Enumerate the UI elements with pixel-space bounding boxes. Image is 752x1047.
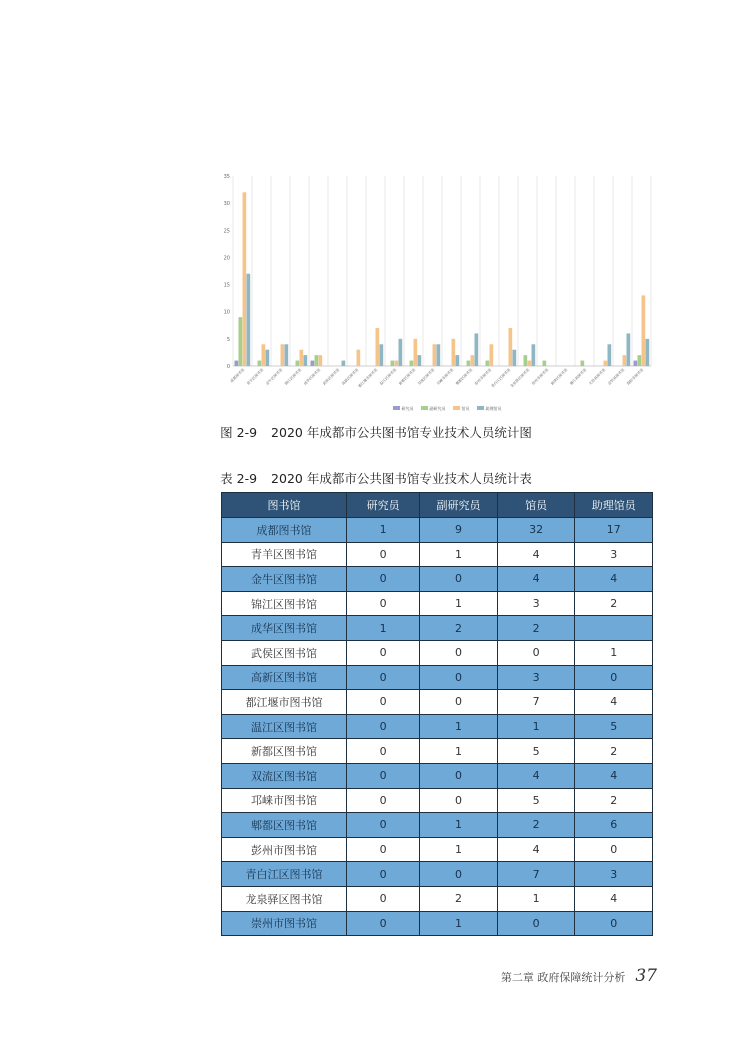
count-cell: 1: [497, 886, 575, 911]
y-tick-label: 20: [223, 255, 230, 262]
count-cell: 17: [575, 518, 653, 543]
x-tick-label: 都江堰市图书馆: [357, 367, 379, 389]
count-cell: 6: [575, 813, 653, 838]
count-cell: 1: [497, 714, 575, 739]
table-row: [222, 886, 653, 911]
bar: [399, 339, 403, 366]
library-name-cell: 新都区图书馆: [222, 739, 347, 764]
count-cell: 0: [346, 886, 419, 911]
bar: [604, 361, 608, 366]
y-tick-label: 35: [223, 174, 230, 180]
bar: [258, 361, 262, 366]
count-cell: [575, 616, 653, 641]
bar: [509, 328, 513, 366]
count-cell: 2: [575, 739, 653, 764]
library-name-cell: 武侯区图书馆: [222, 640, 347, 665]
count-cell: 4: [575, 567, 653, 592]
y-tick-label: 5: [226, 336, 230, 343]
count-cell: 3: [575, 862, 653, 887]
bar: [235, 361, 239, 366]
figure-caption: [0, 423, 752, 441]
x-tick-label: 成都图书馆: [229, 367, 246, 384]
library-name-cell: 崇州市图书馆: [222, 911, 347, 936]
x-tick-label: 金牛区图书馆: [265, 367, 284, 386]
count-cell: 0: [497, 640, 575, 665]
library-name-cell: 高新区图书馆: [222, 665, 347, 690]
column-header: 馆员: [497, 493, 575, 518]
bar: [319, 355, 323, 366]
table-row: [222, 591, 653, 616]
count-cell: 2: [497, 616, 575, 641]
table-row: [222, 763, 653, 788]
count-cell: 1: [575, 640, 653, 665]
bar: [456, 355, 460, 366]
count-cell: 2: [575, 591, 653, 616]
legend-swatch: [453, 406, 460, 410]
x-tick-label: 武侯区图书馆: [322, 367, 341, 386]
bar: [266, 350, 270, 366]
count-cell: 0: [420, 862, 498, 887]
bar: [262, 344, 266, 366]
count-cell: 1: [420, 591, 498, 616]
bar: [623, 355, 627, 366]
legend-swatch: [421, 406, 428, 410]
count-cell: 0: [346, 542, 419, 567]
bar: [285, 344, 289, 366]
table-row: [222, 714, 653, 739]
count-cell: 2: [420, 616, 498, 641]
table-row: [222, 837, 653, 862]
bar: [243, 192, 247, 366]
x-tick-label: 温江区图书馆: [379, 367, 398, 386]
count-cell: 7: [497, 690, 575, 715]
count-cell: 0: [346, 788, 419, 813]
legend-label: 助理馆员: [485, 405, 502, 411]
x-tick-label: 新都区图书馆: [398, 367, 417, 386]
count-cell: 4: [575, 690, 653, 715]
bar: [532, 344, 536, 366]
count-cell: 1: [420, 739, 498, 764]
count-cell: 0: [575, 911, 653, 936]
table-body: [222, 518, 653, 936]
legend-label: 副研究员: [429, 405, 446, 411]
x-tick-label: 新津区图书馆: [550, 367, 569, 386]
table-row: [222, 567, 653, 592]
library-name-cell: 锦江区图书馆: [222, 591, 347, 616]
bar: [304, 355, 308, 366]
y-tick-label: 30: [223, 201, 230, 208]
count-cell: 0: [346, 690, 419, 715]
count-cell: 9: [420, 518, 498, 543]
count-cell: 4: [497, 542, 575, 567]
y-tick-label: 10: [223, 309, 230, 316]
x-tick-label: 大邑县图书馆: [588, 367, 607, 386]
count-cell: 0: [346, 763, 419, 788]
count-cell: 5: [497, 739, 575, 764]
library-name-cell: 彭州市图书馆: [222, 837, 347, 862]
x-tick-label: 双流区图书馆: [417, 367, 436, 386]
bar: [311, 361, 315, 366]
count-cell: 2: [575, 788, 653, 813]
bar-chart: [215, 168, 665, 418]
table-row: [222, 911, 653, 936]
count-cell: 0: [420, 640, 498, 665]
count-cell: 0: [346, 739, 419, 764]
bar: [437, 344, 441, 366]
library-name-cell: 成华区图书馆: [222, 616, 347, 641]
column-header: 副研究员: [420, 493, 498, 518]
legend-swatch: [393, 406, 400, 410]
legend-label: 研究员: [401, 405, 414, 411]
count-cell: 5: [575, 714, 653, 739]
library-name-cell: 双流区图书馆: [222, 763, 347, 788]
count-cell: 0: [346, 640, 419, 665]
column-header: 助理馆员: [575, 493, 653, 518]
table-row: [222, 640, 653, 665]
library-name-cell: 龙泉驿区图书馆: [222, 886, 347, 911]
count-cell: 0: [346, 813, 419, 838]
count-cell: 1: [420, 542, 498, 567]
bar: [543, 361, 547, 366]
table-row: [222, 665, 653, 690]
bar: [581, 361, 585, 366]
table-row: [222, 690, 653, 715]
stats-table: [221, 492, 653, 936]
count-cell: 0: [346, 591, 419, 616]
bar: [486, 361, 490, 366]
count-cell: 0: [346, 567, 419, 592]
bar: [342, 361, 346, 366]
bar: [627, 333, 631, 366]
bar: [414, 339, 418, 366]
y-tick-label: 25: [223, 228, 230, 235]
bar: [475, 333, 479, 366]
bar: [513, 350, 517, 366]
library-name-cell: 青白江区图书馆: [222, 862, 347, 887]
table-number: 表 2-9: [220, 471, 258, 486]
count-cell: 3: [497, 591, 575, 616]
page-number: 37: [635, 966, 657, 986]
bar: [490, 344, 494, 366]
bar: [638, 355, 642, 366]
chapter-title: 第二章 政府保障统计分析: [500, 971, 626, 984]
library-name-cell: 成都图书馆: [222, 518, 347, 543]
count-cell: 0: [420, 788, 498, 813]
count-cell: 0: [346, 714, 419, 739]
count-cell: 0: [420, 763, 498, 788]
count-cell: 2: [420, 886, 498, 911]
count-cell: 4: [497, 567, 575, 592]
table-row: [222, 862, 653, 887]
column-header: 图书馆: [222, 493, 347, 518]
x-tick-label: 高新区图书馆: [341, 367, 360, 386]
x-tick-label: 金堂县图书馆: [607, 367, 626, 386]
library-name-cell: 都江堰市图书馆: [222, 690, 347, 715]
x-tick-label: 邛崃市图书馆: [436, 367, 455, 386]
bar: [471, 355, 475, 366]
bar: [247, 274, 251, 366]
bar: [315, 355, 319, 366]
table-row: [222, 542, 653, 567]
x-tick-label: 青白江区图书馆: [490, 367, 512, 389]
x-tick-label: 崇州市图书馆: [531, 367, 550, 386]
count-cell: 0: [420, 665, 498, 690]
legend-swatch: [477, 406, 484, 410]
x-tick-label: 成华区图书馆: [303, 367, 322, 386]
count-cell: 4: [497, 763, 575, 788]
bar: [646, 339, 650, 366]
bar: [296, 361, 300, 366]
count-cell: 0: [346, 665, 419, 690]
column-header: 研究员: [346, 493, 419, 518]
count-cell: 4: [575, 886, 653, 911]
count-cell: 0: [346, 862, 419, 887]
library-name-cell: 邛崃市图书馆: [222, 788, 347, 813]
table-row: [222, 813, 653, 838]
count-cell: 0: [420, 690, 498, 715]
library-name-cell: 郫都区图书馆: [222, 813, 347, 838]
count-cell: 1: [420, 714, 498, 739]
x-tick-label: 郫都区图书馆: [455, 367, 474, 386]
count-cell: 3: [497, 665, 575, 690]
count-cell: 0: [420, 567, 498, 592]
count-cell: 1: [346, 518, 419, 543]
bar: [357, 350, 361, 366]
x-tick-label: 蒲江县图书馆: [569, 367, 588, 386]
bar: [300, 350, 304, 366]
bar: [376, 328, 380, 366]
library-name-cell: 青羊区图书馆: [222, 542, 347, 567]
count-cell: 7: [497, 862, 575, 887]
bar: [608, 344, 612, 366]
table-header-row: [222, 493, 653, 518]
count-cell: 0: [575, 837, 653, 862]
x-tick-label: 简阳市图书馆: [626, 367, 645, 386]
table-caption: [0, 469, 752, 487]
count-cell: 0: [575, 665, 653, 690]
count-cell: 4: [497, 837, 575, 862]
x-tick-label: 龙泉驿区图书馆: [509, 367, 531, 389]
library-name-cell: 金牛区图书馆: [222, 567, 347, 592]
count-cell: 0: [346, 911, 419, 936]
y-tick-label: 0: [226, 364, 230, 370]
bar: [524, 355, 528, 366]
table-title: 2020 年成都市公共图书馆专业技术人员统计表: [271, 471, 532, 486]
figure-title: 2020 年成都市公共图书馆专业技术人员统计图: [271, 425, 532, 440]
bar: [281, 344, 285, 366]
bar: [418, 355, 422, 366]
table-row: [222, 616, 653, 641]
legend-label: 馆员: [461, 405, 470, 411]
bar: [528, 361, 532, 366]
count-cell: 1: [420, 911, 498, 936]
figure-number: 图 2-9: [220, 425, 258, 440]
count-cell: 5: [497, 788, 575, 813]
count-cell: 4: [575, 763, 653, 788]
bar: [380, 344, 384, 366]
bar: [410, 361, 414, 366]
count-cell: 0: [497, 911, 575, 936]
count-cell: 2: [497, 813, 575, 838]
bar: [467, 361, 471, 366]
page-footer: [501, 966, 657, 986]
bar: [642, 295, 646, 366]
bar: [433, 344, 437, 366]
x-tick-label: 彭州市图书馆: [474, 367, 493, 386]
count-cell: 3: [575, 542, 653, 567]
bar: [634, 361, 638, 366]
x-tick-label: 锦江区图书馆: [284, 367, 303, 386]
count-cell: 32: [497, 518, 575, 543]
count-cell: 1: [420, 837, 498, 862]
x-tick-label: 青羊区图书馆: [246, 367, 265, 386]
bar: [395, 361, 399, 366]
bar: [452, 339, 456, 366]
table-row: [222, 788, 653, 813]
table-row: [222, 518, 653, 543]
bar: [391, 361, 395, 366]
count-cell: 1: [346, 616, 419, 641]
bar: [239, 317, 243, 366]
library-name-cell: 温江区图书馆: [222, 714, 347, 739]
count-cell: 0: [346, 837, 419, 862]
count-cell: 1: [420, 813, 498, 838]
y-tick-label: 15: [223, 282, 230, 289]
table-row: [222, 739, 653, 764]
